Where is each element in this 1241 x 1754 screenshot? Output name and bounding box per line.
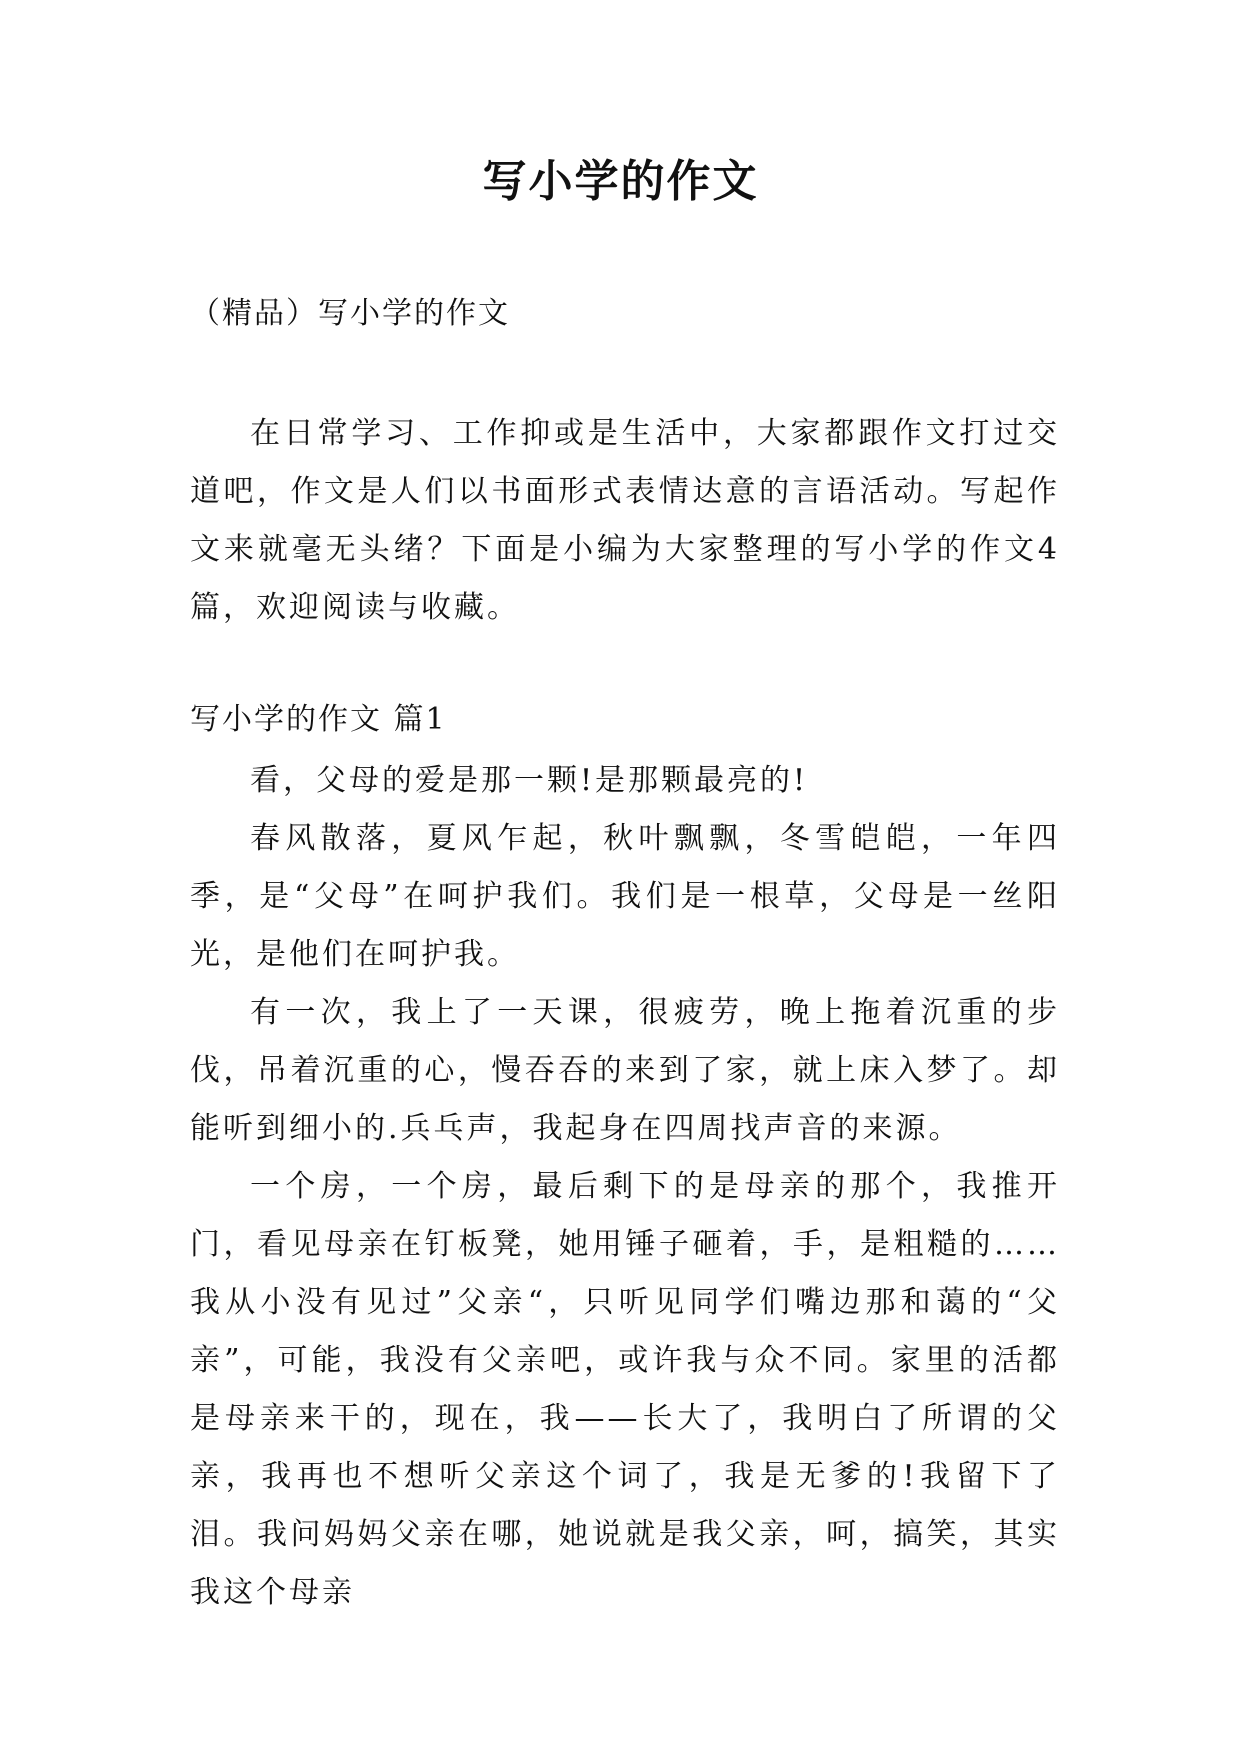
document-subtitle: （精品）写小学的作文 [190, 296, 510, 331]
article-paragraph: 春风散落，夏风乍起，秋叶飘飘，冬雪皑皑，一年四季，是“父母”在呵护我们。我们是一根草，父母是一丝阳光，是他们在呵护我。 [190, 821, 1060, 972]
article-body [190, 752, 1060, 1622]
article-paragraph: 看，父母的爱是那一颗!是那颗最亮的! [250, 763, 809, 798]
intro-section [190, 405, 1060, 637]
document-title: 写小学的作文 [482, 156, 759, 207]
article-paragraph: 一个房，一个房，最后剩下的是母亲的那个，我推开门，看见母亲在钉板凳，她用锤子砸着，手，是粗糙的……我从小没有见过”父亲“，只听见同学们嘴边那和蔼的“父亲”，可能，我没有父亲吧，或许我与众不同。家里的活都是母亲来干的，现在，我——长大了，我明白了所谓的父亲，我再也不想听父亲这个词了，我是无爹的!我留下了泪。我问妈妈父亲在哪，她说就是我父亲，呵，搞笑，其实我这个母亲 [190, 1169, 1060, 1610]
article-paragraph: 有一次，我上了一天课，很疲劳，晚上拖着沉重的步伐，吊着沉重的心，慢吞吞的来到了家，就上床入梦了。却能听到细小的.兵乓声，我起身在四周找声音的来源。 [190, 995, 1060, 1146]
intro-paragraph: 在日常学习、工作抑或是生活中，大家都跟作文打过交道吧，作文是人们以书面形式表情达意的言语活动。写起作文来就毫无头绪？下面是小编为大家整理的写小学的作文4篇，欢迎阅读与收藏。 [190, 416, 1060, 625]
section-heading: 写小学的作文 篇1 [190, 702, 447, 737]
